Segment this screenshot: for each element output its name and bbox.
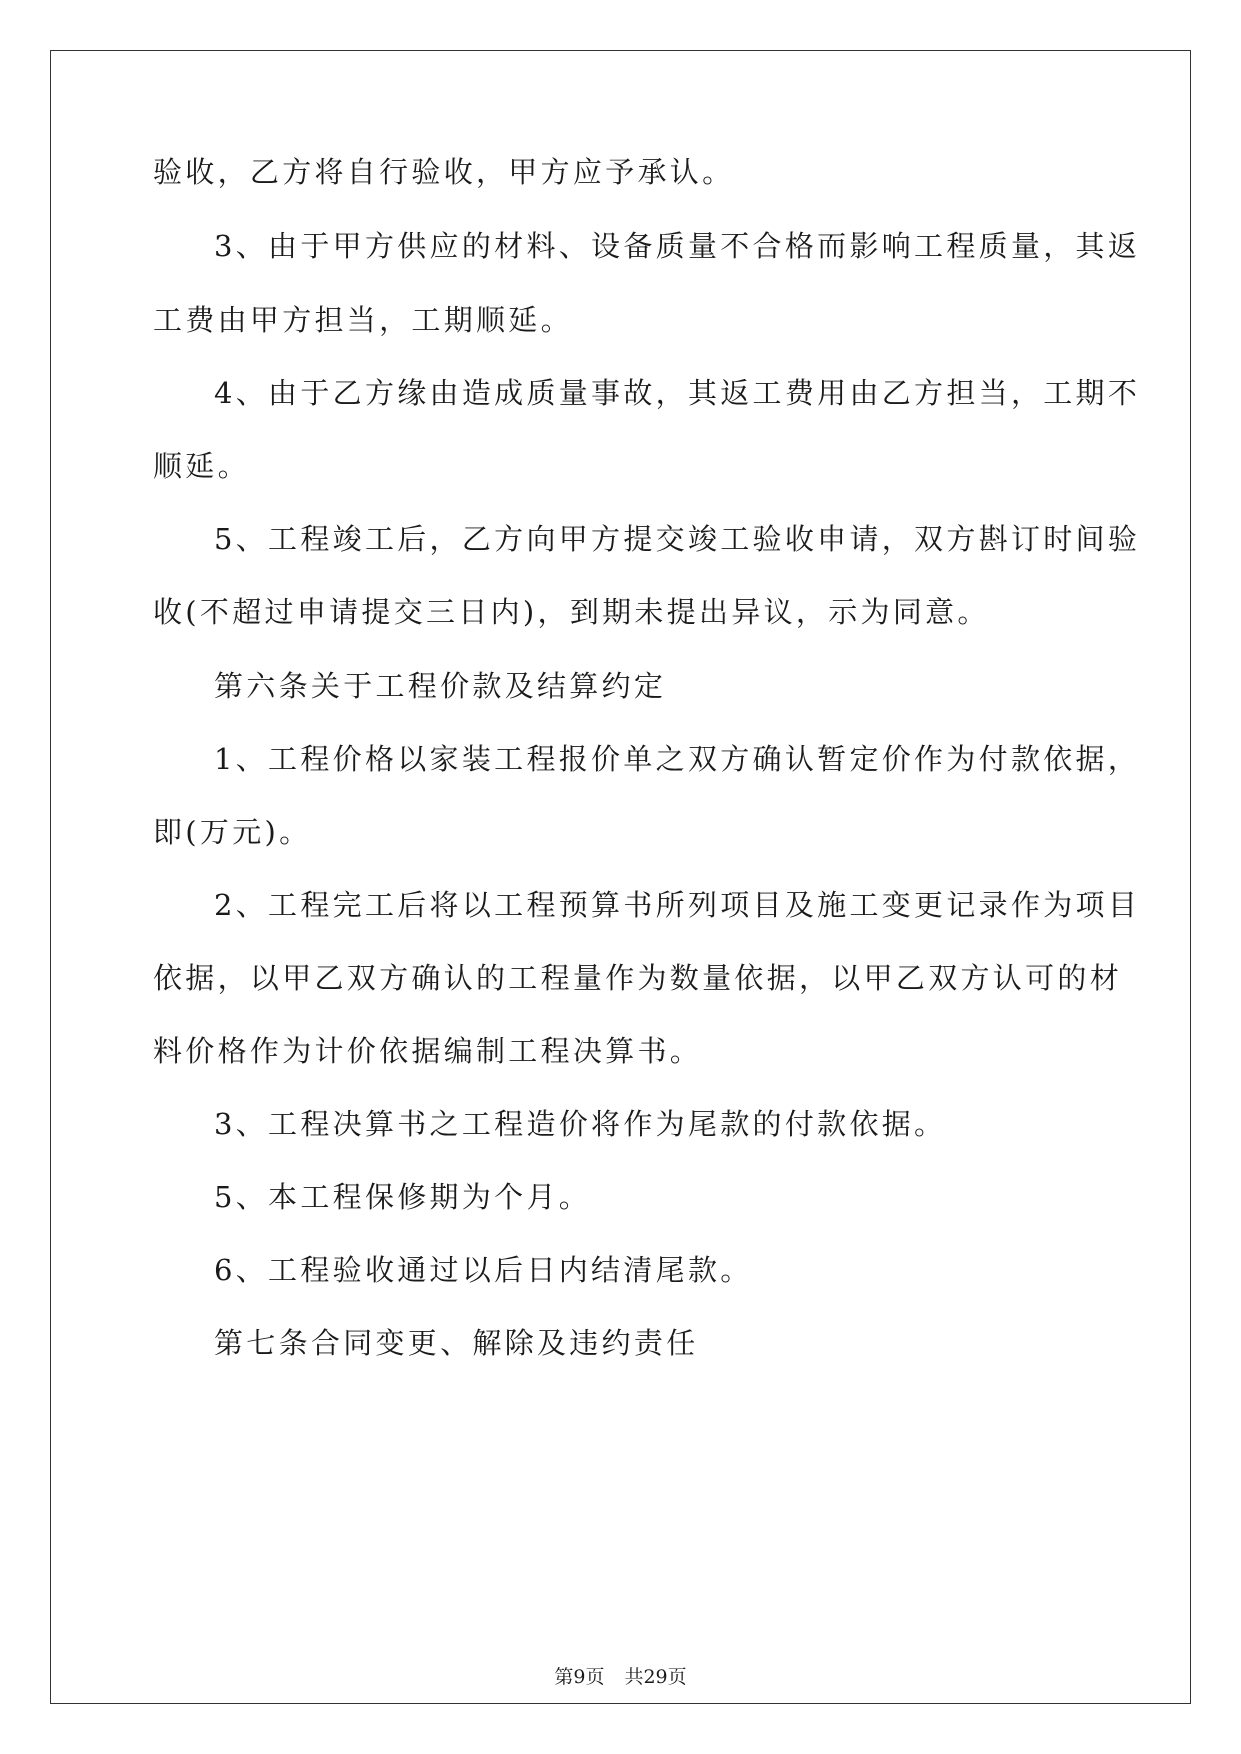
page-frame <box>50 50 1191 1704</box>
text-line-16: 6、工程验收通过以后日内结清尾款。 <box>214 1253 753 1287</box>
text-line-6: 5、工程竣工后，乙方向甲方提交竣工验收申请，双方斟订时间验 <box>214 522 1141 556</box>
text-line-13: 料价格作为计价依据编制工程决算书。 <box>153 1034 703 1068</box>
text-line-12: 依据，以甲乙双方确认的工程量作为数量依据，以甲乙双方认可的材 <box>153 961 1123 995</box>
text-line-14: 3、工程决算书之工程造价将作为尾款的付款依据。 <box>214 1107 947 1141</box>
text-line-9: 1、工程价格以家装工程报价单之双方确认暂定价作为付款依据， <box>214 742 1141 776</box>
text-line-2: 3、由于甲方供应的材料、设备质量不合格而影响工程质量，其返 <box>214 229 1141 263</box>
text-line-10: 即(万元)。 <box>153 815 312 849</box>
text-line-3: 工费由甲方担当，工期顺延。 <box>153 303 573 337</box>
text-line-7: 收(不超过申请提交三日内)，到期未提出异议，示为同意。 <box>153 595 990 629</box>
section-heading-7: 第七条合同变更、解除及违约责任 <box>214 1326 699 1360</box>
section-heading-6: 第六条关于工程价款及结算约定 <box>214 669 667 703</box>
text-line-1: 验收，乙方将自行验收，甲方应予承认。 <box>153 155 735 189</box>
page-number: 第9页 <box>554 1666 605 1688</box>
text-line-4: 4、由于乙方缘由造成质量事故，其返工费用由乙方担当，工期不 <box>214 376 1141 410</box>
page-footer <box>0 1662 1241 1689</box>
text-line-5: 顺延。 <box>153 449 250 483</box>
text-line-11: 2、工程完工后将以工程预算书所列项目及施工变更记录作为项目 <box>214 888 1141 922</box>
text-line-15: 5、本工程保修期为个月。 <box>214 1180 592 1214</box>
page-total: 共29页 <box>624 1666 687 1688</box>
